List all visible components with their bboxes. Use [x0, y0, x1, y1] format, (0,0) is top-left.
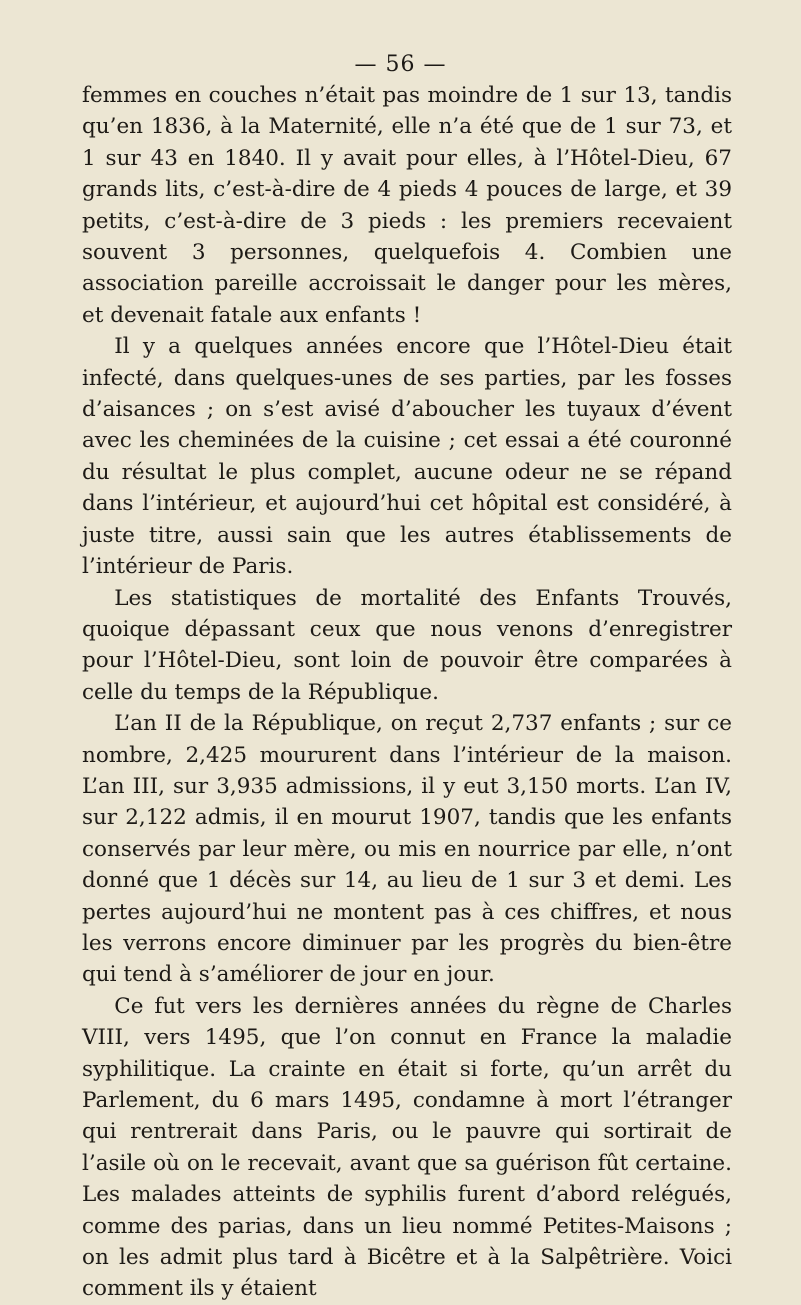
- paragraph-5: Ce fut vers les dernières années du règne de Charles VIII, vers 1495, que l’on connut en France la maladie syphilitique. La crainte en était si forte, qu’un arrêt du Parlement, du 6 mars 1495, condamne à mort l’étranger qui rentrerait dans Paris, ou le pauvre qui sortirait de l’asile où on le recevait, avant que sa guérison fût certaine. Les malades atteints de syphilis furent d’abord relégués, comme des parias, dans un lieu nommé Petites-Maisons ; on les admit plus tard à Bicêtre et à la Salpêtrière. Voici comment ils y étaient: [82, 993, 732, 1302]
- body-text: [82, 80, 732, 1305]
- paragraph-2: Il y a quelques années encore que l’Hôtel-Dieu était infecté, dans quelques-unes de ses parties, par les fosses d’aisances ; on s’est avisé d’aboucher les tuyaux d’évent avec les cheminées de la cuisine ; cet essai a été couronné du résultat le plus complet, aucune odeur ne se répand dans l’intérieur, et aujourd’hui cet hôpital est considéré, à juste titre, aussi sain que les autres établissements de l’intérieur de Paris.: [82, 334, 732, 580]
- paragraph-4: L’an II de la République, on reçut 2,737 enfants ; sur ce nombre, 2,425 moururent dans l’intérieur de la maison. L’an III, sur 3,935 admissions, il y eut 3,150 morts. L’an IV, sur 2,122 admis, il en mourut 1907, tandis que les enfants conservés par leur mère, ou mis en nourrice par elle, n’ont donné que 1 décès sur 14, au lieu de 1 sur 3 et demi. Les pertes aujourd’hui ne montent pas à ces chiffres, et nous les verrons encore diminuer par les progrès du bien-être qui tend à s’améliorer de jour en jour.: [82, 711, 732, 988]
- paragraph-3: Les statistiques de mortalité des Enfants Trouvés, quoique dépassant ceux que nous venons d’enregistrer pour l’Hôtel-Dieu, sont loin de pouvoir être comparées à celle du temps de la République.: [82, 585, 732, 705]
- paragraph-1: femmes en couches n’était pas moindre de 1 sur 13, tandis qu’en 1836, à la Maternité, elle n’a été que de 1 sur 73, et 1 sur 43 en 1840. Il y avait pour elles, à l’Hôtel-Dieu, 67 grands lits, c’est-à-dire de 4 pieds 4 pouces de large, et 39 petits, c’est-à-dire de 3 pieds : les premiers recevaient souvent 3 personnes, quelquefois 4. Combien une association pareille accroissait le danger pour les mères, et devenait fatale aux enfants !: [82, 83, 732, 328]
- page-number: — 56 —: [354, 52, 447, 77]
